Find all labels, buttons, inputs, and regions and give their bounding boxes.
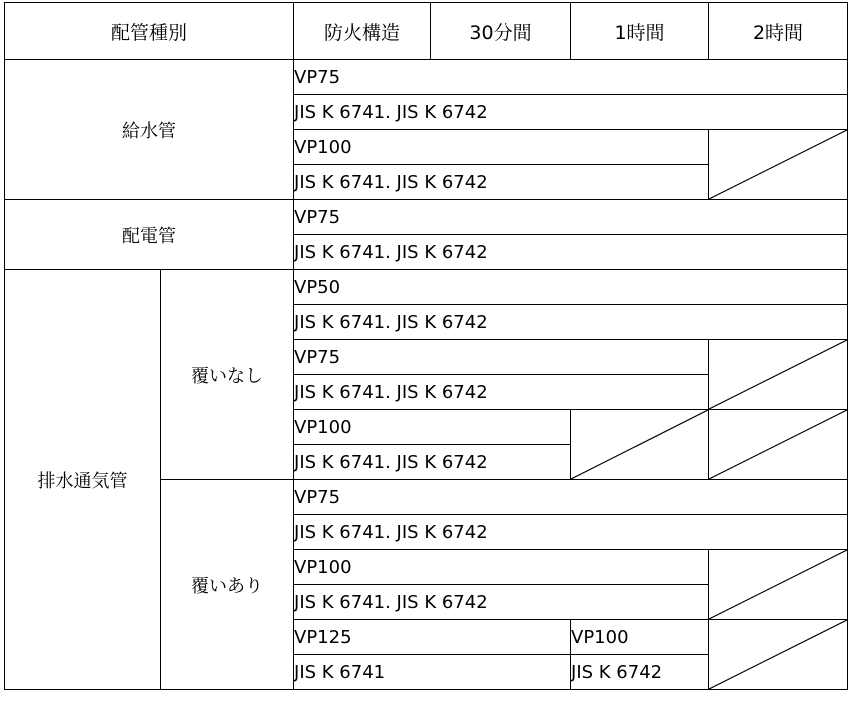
water-a-std: JIS K 6741. JIS K 6742 — [294, 95, 848, 130]
not-applicable-cell — [709, 410, 848, 480]
water-pipe-label: 給水管 — [5, 60, 294, 200]
diagonal-slash — [709, 340, 847, 409]
water-b-std: JIS K 6741. JIS K 6742 — [294, 165, 709, 200]
diagonal-slash — [709, 130, 847, 199]
header-30min: 30分間 — [431, 3, 571, 60]
not-applicable-cell — [571, 410, 709, 480]
covered-label: 覆いあり — [161, 480, 294, 690]
not-applicable-cell — [709, 620, 848, 690]
header-category: 配管種別 — [5, 3, 294, 60]
header-2hour: 2時間 — [709, 3, 848, 60]
water-a-name: VP75 — [294, 60, 848, 95]
diagonal-slash — [571, 410, 708, 479]
header-1hour: 1時間 — [571, 3, 709, 60]
pipe-fire-resistance-table — [4, 2, 848, 690]
covered-c-name: VP125 — [294, 620, 571, 655]
header-row — [5, 3, 848, 60]
electric-pipe-label: 配電管 — [5, 200, 294, 270]
covered-b-name: VP100 — [294, 550, 709, 585]
table-row — [5, 200, 848, 235]
not-applicable-cell — [709, 130, 848, 200]
uncovered-b-std: JIS K 6741. JIS K 6742 — [294, 375, 709, 410]
uncovered-b-name: VP75 — [294, 340, 709, 375]
diagonal-slash — [709, 550, 847, 619]
uncovered-c-name: VP100 — [294, 410, 571, 445]
covered-a-name: VP75 — [294, 480, 848, 515]
electric-a-name: VP75 — [294, 200, 848, 235]
uncovered-a-name: VP50 — [294, 270, 848, 305]
diagonal-slash — [709, 410, 847, 479]
table-row — [5, 270, 848, 305]
uncovered-c-std: JIS K 6741. JIS K 6742 — [294, 445, 571, 480]
not-applicable-cell — [709, 550, 848, 620]
not-applicable-cell — [709, 340, 848, 410]
table-row — [5, 60, 848, 95]
covered-c-1hour-std: JIS K 6742 — [571, 655, 709, 690]
covered-c-1hour-name: VP100 — [571, 620, 709, 655]
electric-a-std: JIS K 6741. JIS K 6742 — [294, 235, 848, 270]
covered-c-std: JIS K 6741 — [294, 655, 571, 690]
covered-b-std: JIS K 6741. JIS K 6742 — [294, 585, 709, 620]
covered-a-std: JIS K 6741. JIS K 6742 — [294, 515, 848, 550]
water-b-name: VP100 — [294, 130, 709, 165]
drain-pipe-label: 排水通気管 — [5, 270, 161, 690]
uncovered-a-std: JIS K 6741. JIS K 6742 — [294, 305, 848, 340]
diagonal-slash — [709, 620, 847, 689]
header-structure: 防火構造 — [294, 3, 431, 60]
uncovered-label: 覆いなし — [161, 270, 294, 480]
